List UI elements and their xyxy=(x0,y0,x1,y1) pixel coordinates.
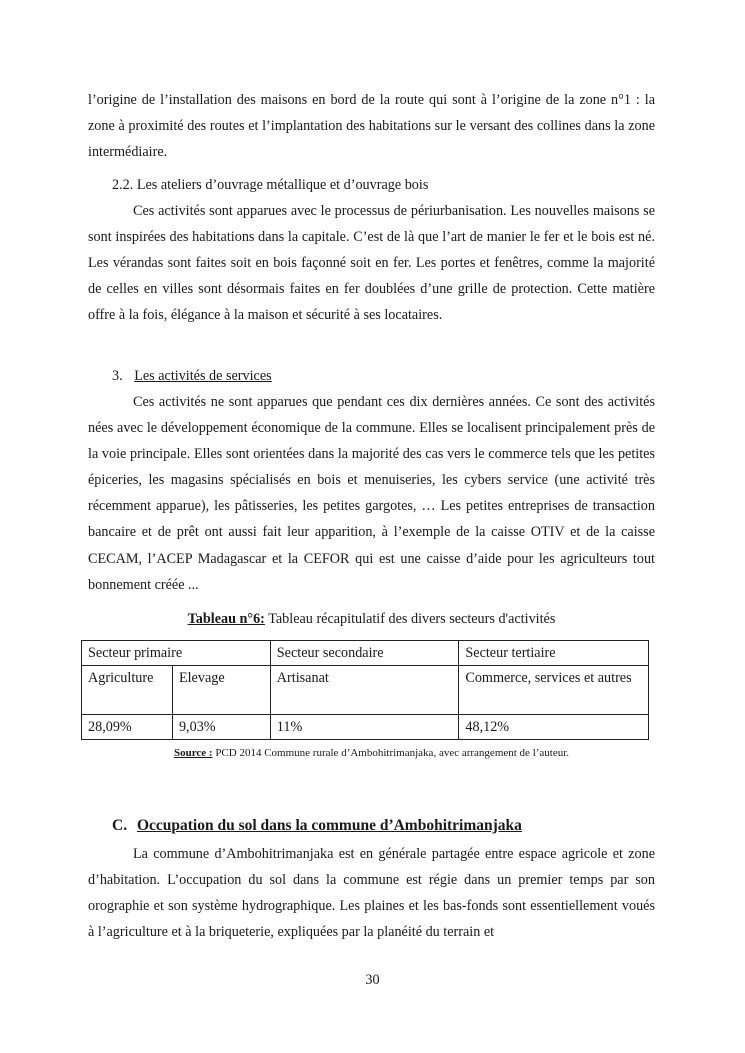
table-caption-text: Tableau récapitulatif des divers secteurs d'activités xyxy=(264,611,556,627)
section-3-paragraph: Ces activités ne sont apparues que pendant ces dix dernières années. Ce sont des activités nées avec le développement économique de la commune. Elles se localisent principalement près de la voie principale. Elles sont orientées dans la majorité des cas vers le commerce tels que les petites épiceries, les magasins spécialisés en bois et menuiseries, les cybers service (une activité très récemment apparue), les pâtisseries, les petites gargotes, … Les petites entreprises de transaction bancaire et de prêt ont aussi fait leur apparition, à l’exemple de la caisse OTIV et de la caisse CECAM, l’ACEP Madagascar et la CEFOR qui est une caisse d’aide pour les agriculteurs tout bonnement créée ... xyxy=(88,394,655,593)
cell-agriculture-pct: 28,09% xyxy=(82,715,173,740)
source-label: Source : xyxy=(173,747,213,759)
cell-artisanat-pct: 11% xyxy=(270,715,459,740)
section-c-heading xyxy=(112,815,522,837)
table-caption-label: Tableau n°6: xyxy=(187,611,265,627)
section-2-2-heading: 2.2. Les ateliers d’ouvrage métallique et d’ouvrage bois xyxy=(112,177,429,193)
cell-agriculture: Agriculture xyxy=(82,666,173,715)
section-c-paragraph: La commune d’Ambohitrimanjaka est en générale partagée entre espace agricole et zone d’habitation. L’occupation du sol dans la commune est régie dans un premier temps par son orographie et son système hydrographique. Les plaines et les bas-fonds sont essentiellement voués à l’agriculture et à la briqueterie, expliquées par la planéité du terrain et xyxy=(88,846,655,941)
cell-elevage: Elevage xyxy=(172,666,270,715)
cell-elevage-pct: 9,03% xyxy=(172,715,270,740)
table-source xyxy=(88,745,655,761)
section-3-heading xyxy=(112,366,272,386)
header-primaire: Secteur primaire xyxy=(82,641,271,666)
table-header-row xyxy=(82,641,649,666)
section-3-title: Les activités de services xyxy=(134,368,272,384)
table-caption xyxy=(88,609,655,629)
page-number: 30 xyxy=(365,972,380,988)
table-row-percentages xyxy=(82,715,649,740)
section-c-title: Occupation du sol dans la commune d’Ambohitrimanjaka xyxy=(136,817,522,834)
header-tertiaire: Secteur tertiaire xyxy=(459,641,649,666)
cell-commerce: Commerce, services et autres xyxy=(459,666,649,715)
cell-artisanat: Artisanat xyxy=(270,666,459,715)
table-row-activities xyxy=(82,666,649,715)
section-c-letter: C. xyxy=(112,817,128,834)
source-text: PCD 2014 Commune rurale d’Ambohitrimanjaka, avec arrangement de l’auteur. xyxy=(212,747,570,759)
section-3-number: 3. xyxy=(112,368,123,384)
header-secondaire: Secteur secondaire xyxy=(270,641,459,666)
section-2-2-paragraph: Ces activités sont apparues avec le processus de périurbanisation. Les nouvelles maisons se sont inspirées des habitations dans la capitale. C’est de là que l’art de manier le fer et le bois est né. Les vérandas sont faites soit en bois façonné soit en fer. Les portes et fenêtres, comme la majorité de celles en villes sont désormais faites en fer doublées d’une grille de protection. Cette matière offre à la fois, élégance à la maison et sécurité à ses locataires. xyxy=(88,203,655,324)
sectors-table xyxy=(81,640,649,740)
cell-commerce-pct: 48,12% xyxy=(459,715,649,740)
intro-paragraph: l’origine de l’installation des maisons en bord de la route qui sont à l’origine de la zone n°1 : la zone à proximité des routes et l’implantation des habitations sur le versant des collines dans la zone intermédiaire. xyxy=(88,92,655,161)
